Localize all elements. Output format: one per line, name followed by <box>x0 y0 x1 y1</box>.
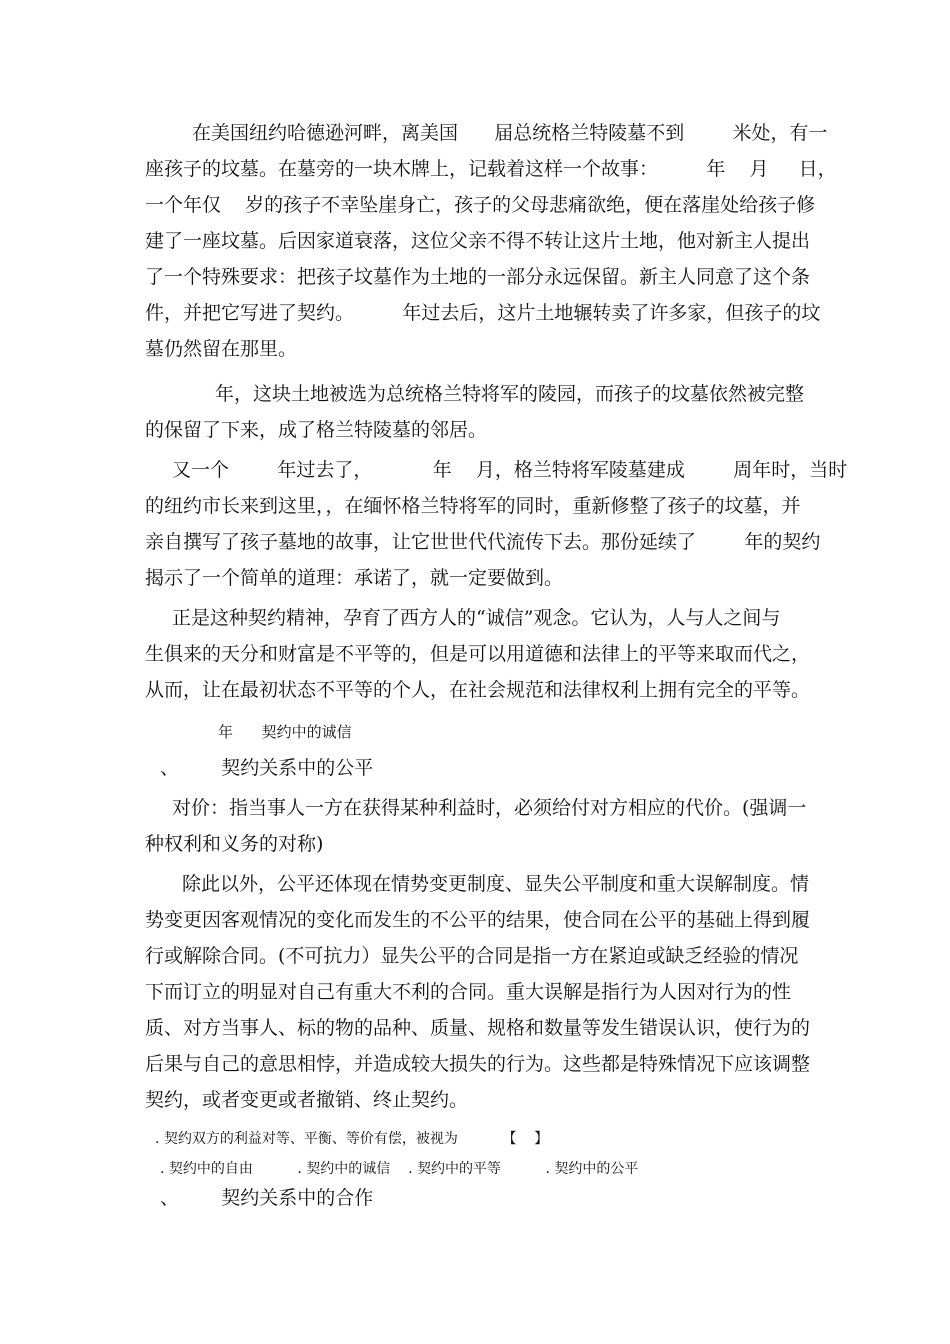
section-cooperation-heading: 、 契约关系中的合作 <box>160 1187 374 1209</box>
story-p2-line-1: 年，这块土地被选为总统格兰特将军的陵园，而孩子的坟墓依然被完整 <box>215 383 805 405</box>
fairness-body-line-1: 除此以外，公平还体现在情势变更制度、显失公平制度和重大误解制度。情 <box>182 873 810 895</box>
fairness-definition-line-1: 对价：指当事人一方在获得某种利益时，必须给付对方相应的代价。(强调一 <box>172 797 807 819</box>
story-p1-line-7: 墓仍然留在那里。 <box>145 338 298 360</box>
story-p1-line-5: 了一个特殊要求：把孩子坟墓作为土地的一部分永远保留。新主人同意了这个条 <box>145 266 811 288</box>
story-p1-line-3: 一个年仅 岁的孩子不幸坠崖身亡，孩子的父母悲痛欲绝，便在落崖处给孩子修 <box>145 194 816 216</box>
section-fairness-heading: 、 契约关系中的公平 <box>160 757 374 779</box>
fairness-body-line-2: 势变更因客观情况的变化而发生的不公平的结果，使合同在公平的基础上得到履 <box>145 909 811 931</box>
story-p3-line-2: 的纽约市长来到这里，，在缅怀格兰特将军的同时，重新修整了孩子的坟墓，并 <box>145 495 801 517</box>
story-p3-line-3: 亲自撰写了孩子墓地的故事，让它世世代代流传下去。那份延续了 年的契约 <box>145 531 821 553</box>
story-p1-line-1: 在美国纽约哈德逊河畔，离美国 届总统格兰特陵墓不到 米处，有一 <box>192 122 828 144</box>
fairness-definition-line-2: 种权利和义务的对称) <box>145 833 324 855</box>
quiz-question: . 契约双方的利益对等、平衡、等价有偿，被视为 【 】 <box>155 1131 549 1147</box>
story-p1-line-2: 座孩子的坟墓。在墓旁的一块木牌上，记载着这样一个故事： 年 月 日， <box>145 158 837 180</box>
story-p4-line-3: 从而，让在最初状态不平等的个人，在社会规范和法律权利上拥有完全的平等。 <box>145 679 811 701</box>
fairness-body-line-5: 质、对方当事人、标的物的品种、质量、规格和数量等发生错误认识，使行为的 <box>145 1017 811 1039</box>
story-p3-line-4: 揭示了一个简单的道理：承诺了，就一定要做到。 <box>145 567 564 589</box>
story-caption: 年 契约中的诚信 <box>218 723 352 741</box>
story-p1-line-6: 件，并把它写进了契约。 年过去后，这片土地辗转卖了许多家，但孩子的坟 <box>145 302 821 324</box>
story-p3-line-1: 又一个 年过去了， 年 月，格兰特将军陵墓建成 周年时，当时 <box>172 459 848 481</box>
fairness-body-line-7: 契约，或者变更或者撤销、终止契约。 <box>145 1089 469 1111</box>
quiz-options: . 契约中的自由 . 契约中的诚信 . 契约中的平等 . 契约中的公平 <box>160 1161 639 1177</box>
story-p4-line-2: 生俱来的天分和财富是不平等的，但是可以用道德和法律上的平等来取而代之， <box>145 643 811 665</box>
story-p1-line-4: 建了一座坟墓。后因家道衰落，这位父亲不得不转让这片土地，他对新主人提出 <box>145 230 811 252</box>
fairness-body-line-6: 后果与自己的意思相悖，并造成较大损失的行为。这些都是特殊情况下应该调整 <box>145 1053 811 1075</box>
fairness-body-line-4: 下而订立的明显对自己有重大不利的合同。重大误解是指行为人因对行为的性 <box>145 981 792 1003</box>
fairness-body-line-3: 行或解除合同。(不可抗力）显失公平的合同是指一方在紧迫或缺乏经验的情况 <box>145 945 799 967</box>
story-p2-line-2: 的保留了下来，成了格兰特陵墓的邻居。 <box>145 419 488 441</box>
story-p4-line-1: 正是这种契约精神，孕育了西方人的“诚信”观念。它认为，人与人之间与 <box>172 607 781 629</box>
